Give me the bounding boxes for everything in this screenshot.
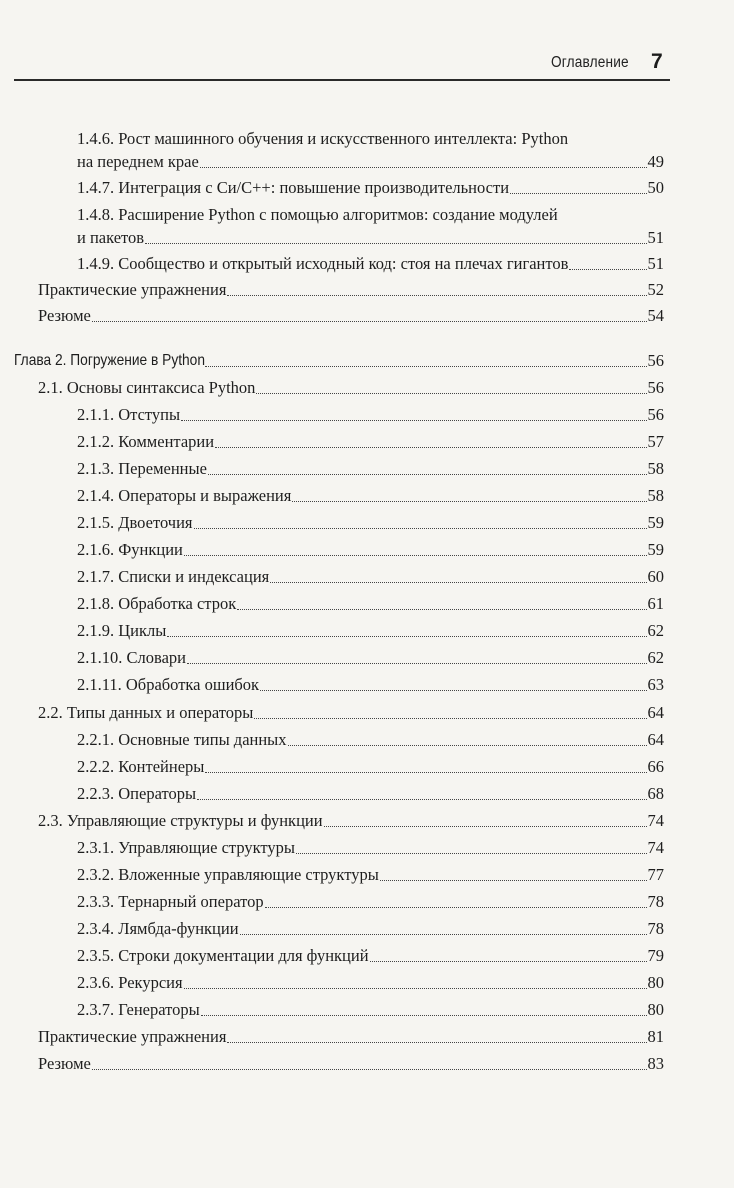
toc-leader-dots (227, 295, 646, 296)
toc-entry-2-1[interactable] (38, 377, 664, 399)
toc-entry-1-4-8-line1: 1.4.8. Расширение Python с помощью алгоритмов: создание модулей (77, 205, 558, 224)
toc-leader-dots (265, 907, 647, 908)
toc-page-number: 59 (647, 540, 664, 559)
toc-entry-2-1-5[interactable] (77, 512, 664, 534)
toc-page-number: 58 (647, 459, 664, 478)
toc-leader-dots (569, 269, 646, 270)
toc-leader-dots (237, 609, 646, 610)
toc-leader-dots (208, 474, 647, 475)
toc-page-number: 81 (647, 1027, 664, 1046)
toc-entry-text: 2.1.8. Обработка строк (77, 594, 237, 613)
toc-entry-text: 2.1.9. Циклы (77, 621, 167, 640)
toc-page-number: 50 (647, 178, 664, 197)
toc-entry-2-1-1[interactable] (77, 404, 664, 426)
toc-entry-2-2-1[interactable] (77, 729, 664, 751)
toc-page-number: 58 (647, 486, 664, 505)
toc-entry-text: и пакетов (77, 228, 145, 247)
toc-page-number: 51 (647, 228, 664, 247)
header-title: Оглавление (551, 54, 629, 71)
toc-page-number: 52 (647, 280, 664, 299)
toc-entry-summary-ch2[interactable] (38, 1053, 664, 1075)
toc-leader-dots (254, 718, 646, 719)
toc-leader-dots (240, 934, 647, 935)
toc-entry-text: 2.3.7. Генераторы (77, 1000, 200, 1019)
toc-entry-2-1-6[interactable] (77, 539, 664, 561)
toc-entry-2-1-8[interactable] (77, 593, 664, 615)
toc-page-number: 74 (647, 838, 664, 857)
toc-entry-2-1-9[interactable] (77, 620, 664, 642)
toc-entry-exercises-ch2[interactable] (38, 1026, 664, 1048)
toc-entry-2-3[interactable] (38, 810, 664, 832)
toc-chapter-2[interactable] (14, 350, 664, 372)
toc-leader-dots (205, 772, 646, 773)
toc-leader-dots (370, 961, 647, 962)
toc-entry-text: 1.4.7. Интеграция с Си/С++: повышение производительности (77, 178, 510, 197)
toc-leader-dots (145, 243, 646, 244)
toc-entry-1-4-9[interactable] (77, 253, 664, 275)
toc-entry-text: 2.1.10. Словари (77, 648, 186, 667)
toc-page-number: 59 (647, 513, 664, 532)
toc-leader-dots (184, 555, 647, 556)
toc-entry-text: на переднем крае (77, 152, 199, 171)
toc-entry-text: Резюме (38, 306, 91, 325)
toc-page-number: 74 (647, 811, 664, 830)
toc-entry-2-3-4[interactable] (77, 918, 664, 940)
toc-entry-2-1-2[interactable] (77, 431, 664, 453)
toc-page-number: 80 (647, 1000, 664, 1019)
toc-entry-exercises-ch1[interactable] (38, 279, 664, 301)
toc-entry-text: 2.2. Типы данных и операторы (38, 703, 254, 722)
toc-leader-dots (201, 1015, 647, 1016)
toc-page-number: 63 (647, 675, 664, 694)
toc-entry-text: 2.3.3. Тернарный оператор (77, 892, 264, 911)
toc-leader-dots (167, 636, 646, 637)
toc-entry-text: 2.1. Основы синтаксиса Python (38, 378, 256, 397)
toc-entry-2-3-5[interactable] (77, 945, 664, 967)
toc-entry-text: 2.1.7. Списки и индексация (77, 567, 270, 586)
toc-entry-2-1-11[interactable] (77, 674, 664, 696)
toc-page-number: 56 (647, 405, 664, 424)
toc-leader-dots (510, 193, 646, 194)
toc-entry-text: 2.3.6. Рекурсия (77, 973, 183, 992)
toc-leader-dots (296, 853, 647, 854)
toc-entry-2-3-1[interactable] (77, 837, 664, 859)
toc-page-number: 62 (647, 648, 664, 667)
toc-page-number: 83 (647, 1054, 664, 1073)
toc-entry-text: 2.3.1. Управляющие структуры (77, 838, 295, 857)
toc-leader-dots (181, 420, 646, 421)
toc-entry-2-1-10[interactable] (77, 647, 664, 669)
toc-entry-text: 2.1.1. Отступы (77, 405, 181, 424)
toc-page-number: 60 (647, 567, 664, 586)
toc-leader-dots (256, 393, 646, 394)
toc-entry-2-1-3[interactable] (77, 458, 664, 480)
toc-entry-1-4-8[interactable] (77, 227, 664, 249)
toc-entry-text: 2.2.1. Основные типы данных (77, 730, 287, 749)
toc-page-number: 78 (647, 919, 664, 938)
toc-page-number: 51 (647, 254, 664, 273)
toc-leader-dots (292, 501, 646, 502)
toc-leader-dots (270, 582, 646, 583)
toc-entry-text: 2.2.3. Операторы (77, 784, 197, 803)
toc-leader-dots (197, 799, 646, 800)
toc-page-number: 79 (647, 946, 664, 965)
toc-entry-text: Практические упражнения (38, 1027, 227, 1046)
toc-page-number: 64 (647, 703, 664, 722)
toc-entry-text: Практические упражнения (38, 280, 227, 299)
toc-entry-text: 2.1.4. Операторы и выражения (77, 486, 292, 505)
toc-leader-dots (288, 745, 647, 746)
toc-page-number: 64 (647, 730, 664, 749)
toc-entry-1-4-6-line1: 1.4.6. Рост машинного обучения и искусственного интеллекта: Python (77, 129, 569, 148)
toc-page-number: 56 (647, 351, 664, 370)
toc-leader-dots (260, 690, 646, 691)
toc-page-number: 62 (647, 621, 664, 640)
toc-entry-text: 2.1.6. Функции (77, 540, 183, 559)
toc-entry-text: 2.1.11. Обработка ошибок (77, 675, 260, 694)
toc-page-number: 80 (647, 973, 664, 992)
toc-entry-2-1-4[interactable] (77, 485, 664, 507)
toc-leader-dots (194, 528, 647, 529)
toc-leader-dots (92, 321, 647, 322)
toc-leader-dots (324, 826, 647, 827)
toc-entry-summary-ch1[interactable] (38, 305, 664, 327)
toc-entry-text: 2.3.5. Строки документации для функций (77, 946, 369, 965)
toc-entry-text: Резюме (38, 1054, 91, 1073)
toc-page-number: 66 (647, 757, 664, 776)
toc-leader-dots (92, 1069, 647, 1070)
toc-entry-text: 2.1.5. Двоеточия (77, 513, 193, 532)
toc-entry-2-3-2[interactable] (77, 864, 664, 886)
header-rule (14, 79, 670, 81)
toc-leader-dots (380, 880, 647, 881)
toc-leader-dots (227, 1042, 646, 1043)
toc-entry-2-2[interactable] (38, 702, 664, 724)
toc-entry-2-3-3[interactable] (77, 891, 664, 913)
toc-page-number: 57 (647, 432, 664, 451)
toc-leader-dots (205, 366, 646, 367)
toc-page-number: 77 (647, 865, 664, 884)
toc-entry-text: 2.3.4. Лямбда-функции (77, 919, 239, 938)
toc-leader-dots (200, 167, 647, 168)
toc-entry-2-1-7[interactable] (77, 566, 664, 588)
toc-entry-text: 2.3. Управляющие структуры и функции (38, 811, 323, 830)
toc-entry-text: 2.1.3. Переменные (77, 459, 207, 478)
toc-page-number: 68 (647, 784, 664, 803)
toc-page-number: 61 (647, 594, 664, 613)
toc-chapter-title: Глава 2. Погружение в Python (14, 352, 205, 369)
header-page-number: 7 (651, 50, 663, 73)
toc-entry-2-3-6[interactable] (77, 972, 664, 994)
toc-entry-text: 2.2.2. Контейнеры (77, 757, 205, 776)
toc-entry-1-4-6[interactable] (77, 151, 664, 173)
toc-page-number: 78 (647, 892, 664, 911)
toc-page-number: 56 (647, 378, 664, 397)
toc-entry-text: 2.3.2. Вложенные управляющие структуры (77, 865, 379, 884)
toc-page-number: 54 (647, 306, 664, 325)
toc-entry-text: 2.1.2. Комментарии (77, 432, 215, 451)
toc-leader-dots (215, 447, 646, 448)
toc-entry-2-2-3[interactable] (77, 783, 664, 805)
toc-page-number: 49 (647, 152, 664, 171)
toc-entry-2-2-2[interactable] (77, 756, 664, 778)
toc-entry-2-3-7[interactable] (77, 999, 664, 1021)
toc-entry-1-4-7[interactable] (77, 177, 664, 199)
toc-leader-dots (187, 663, 647, 664)
toc-leader-dots (184, 988, 647, 989)
toc-entry-text: 1.4.9. Сообщество и открытый исходный код: стоя на плечах гигантов (77, 254, 569, 273)
